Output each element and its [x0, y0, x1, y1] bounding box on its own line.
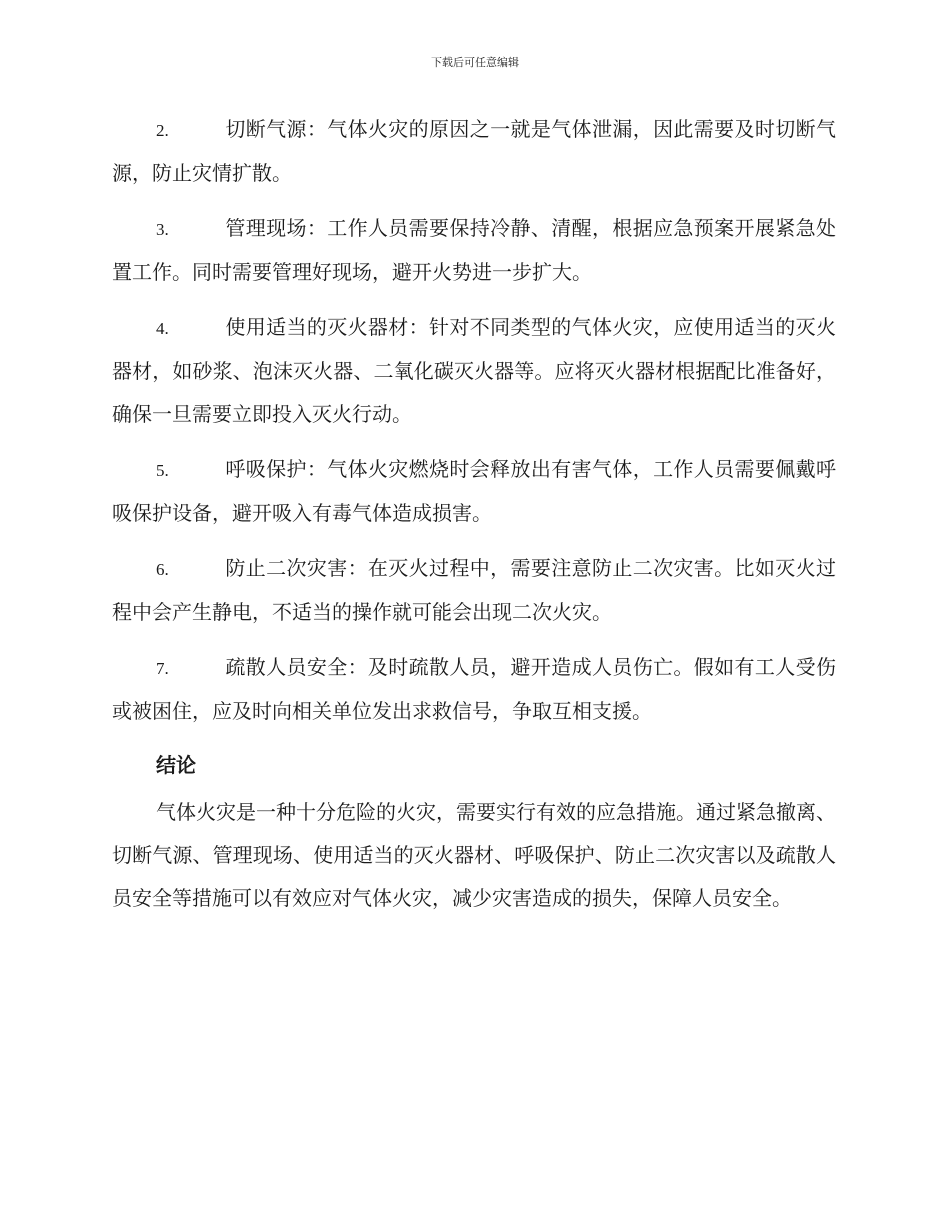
page-header: 下载后可任意编辑 — [431, 56, 519, 69]
list-item-text: 呼吸保护：气体火灾燃烧时会释放出有害气体，工作人员需要佩戴呼吸保护设备，避开吸入有毒气体造成损害。 — [112, 457, 836, 525]
list-item — [112, 646, 836, 733]
list-item — [112, 448, 836, 535]
list-item-text: 疏散人员安全：及时疏散人员，避开造成人员伤亡。假如有工人受伤或被困住，应及时向相关单位发出求救信号，争取互相支援。 — [112, 655, 836, 723]
list-item-text: 防止二次灾害：在灭火过程中，需要注意防止二次灾害。比如灭火过程中会产生静电，不适当的操作就可能会出现二次火灾。 — [112, 556, 836, 624]
list-item-number: 7. — [156, 659, 169, 678]
document-body — [112, 108, 836, 920]
list-item — [112, 547, 836, 634]
conclusion-heading: 结论 — [156, 753, 196, 777]
list-item — [112, 207, 836, 294]
conclusion-paragraph: 气体火灾是一种十分危险的火灾，需要实行有效的应急措施。通过紧急撤离、切断气源、管理现场、使用适当的灭火器材、呼吸保护、防止二次灾害以及疏散人员安全等措施可以有效应对气体火灾，减少灾害造成的损失，保障人员安全。 — [112, 800, 836, 910]
list-item-number: 2. — [156, 121, 169, 140]
list-item — [112, 108, 836, 195]
list-item-number: 4. — [156, 319, 169, 338]
list-item-text: 切断气源：气体火灾的原因之一就是气体泄漏，因此需要及时切断气源，防止灾情扩散。 — [112, 117, 836, 185]
list-item-number: 5. — [156, 461, 169, 480]
list-item-text: 使用适当的灭火器材：针对不同类型的气体火灾，应使用适当的灭火器材，如砂浆、泡沫灭火器、二氧化碳灭火器等。应将灭火器材根据配比准备好，确保一旦需要立即投入灭火行动。 — [112, 315, 836, 426]
list-item-text: 管理现场：工作人员需要保持冷静、清醒，根据应急预案开展紧急处置工作。同时需要管理好现场，避开火势进一步扩大。 — [112, 216, 836, 284]
list-item-number: 6. — [156, 560, 169, 579]
list-item — [112, 306, 836, 436]
list-item-number: 3. — [156, 220, 169, 239]
